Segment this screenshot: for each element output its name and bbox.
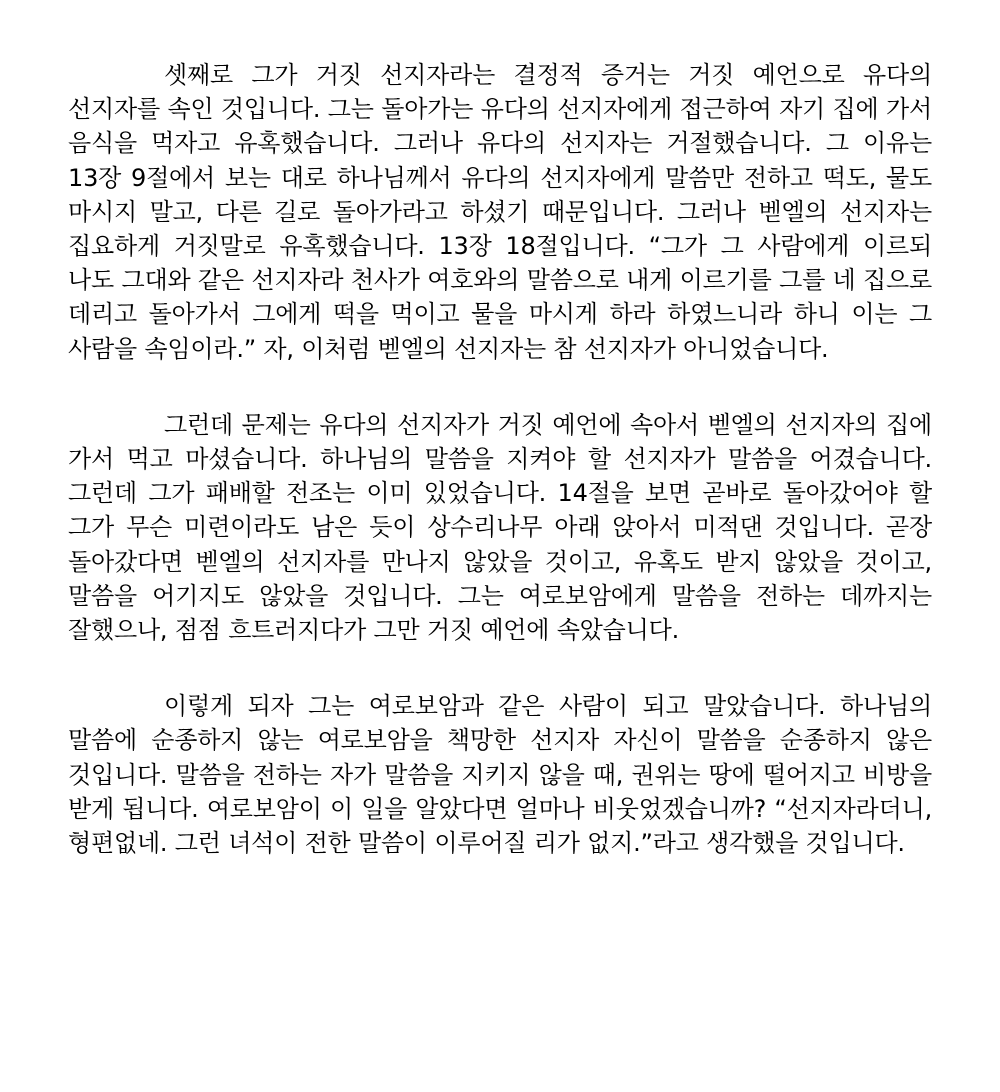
paragraph-3: 이렇게 되자 그는 여로보암과 같은 사람이 되고 말았습니다. 하나님의 말씀에 순종하지 않는 여로보암을 책망한 선지자 자신이 말씀을 순종하지 않은 것입니다. 말씀을 전하는 자가 말씀을 지키지 않을 때, 권위는 땅에 떨어지고 비방을 받게 됩니다. 여로보암이 이 일을 알았다면 얼마나 비웃었겠습니까? “선지자라더니, 형편없네. 그런 녀석이 전한 말씀이 이루어질 리가 없지.”라고 생각했을 것입니다. (68, 692, 932, 858)
paragraph-1: 셋째로 그가 거짓 선지자라는 결정적 증거는 거짓 예언으로 유다의 선지자를 속인 것입니다. 그는 돌아가는 유다의 선지자에게 접근하여 자기 집에 가서 음식을 먹자고 유혹했습니다. 그러나 유다의 선지자는 거절했습니다. 그 이유는 13장 9절에서 보는 대로 하나님께서 유다의 선지자에게 말씀만 전하고 떡도, 물도 마시지 말고, 다른 길로 돌아가라고 하셨기 때문입니다. 그러나 벧엘의 선지자는 집요하게 거짓말로 유혹했습니다. 13장 18절입니다. “그가 그 사람에게 이르되 나도 그대와 같은 선지자라 천사가 여호와의 말씀으로 내게 이르기를 그를 네 집으로 데리고 돌아가서 그에게 떡을 먹이고 물을 마시게 하라 하였느니라 하니 이는 그 사람을 속임이라.” 자, 이처럼 벧엘의 선지자는 참 선지자가 아니었습니다. (68, 61, 932, 363)
paragraph-2: 그런데 문제는 유다의 선지자가 거짓 예언에 속아서 벧엘의 선지자의 집에 가서 먹고 마셨습니다. 하나님의 말씀을 지켜야 할 선지자가 말씀을 어겼습니다. 그런데 그가 패배할 전조는 이미 있었습니다. 14절을 보면 곧바로 돌아갔어야 할 그가 무슨 미련이라도 남은 듯이 상수리나무 아래 앉아서 미적댄 것입니다. 곧장 돌아갔다면 벧엘의 선지자를 만나지 않았을 것이고, 유혹도 받지 않았을 것이고, 말씀을 어기지도 않았을 것입니다. 그는 여로보암에게 말씀을 전하는 데까지는 잘했으나, 점점 흐트러지다가 그만 거짓 예언에 속았습니다. (68, 410, 932, 645)
document-page (68, 58, 932, 902)
